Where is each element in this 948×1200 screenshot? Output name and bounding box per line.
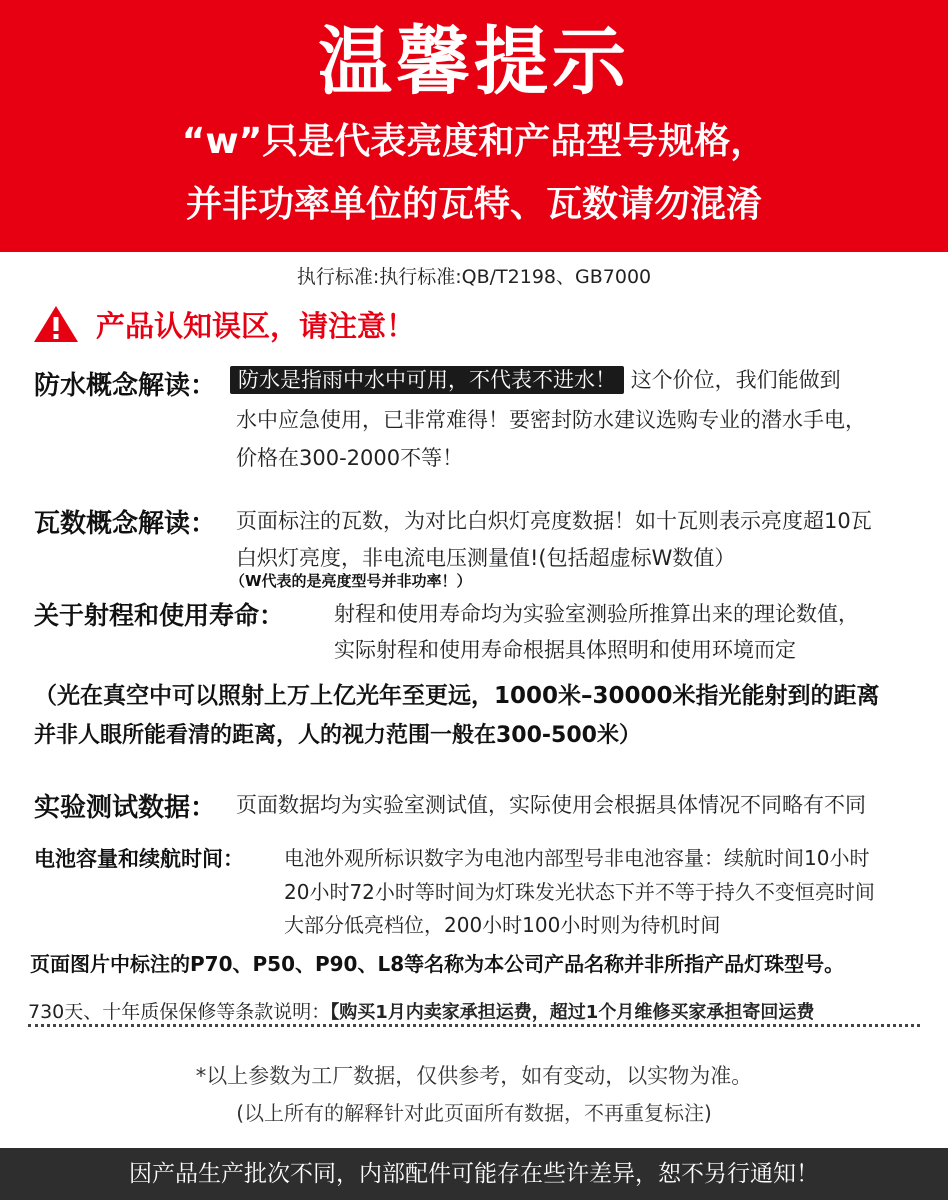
- reference-note-2: (以上所有的解释针对此页面所有数据，不再重复标注): [236, 1101, 712, 1125]
- lab-text: 页面数据均为实验室测试值，实际使用会根据具体情况不同略有不同: [236, 793, 866, 817]
- waterproof-highlight: 防水是指雨中水中可用，不代表不进水！: [230, 366, 624, 394]
- wattage-label: 瓦数概念解读：: [34, 509, 217, 539]
- model-name-note: 页面图片中标注的P70、P50、P90、L8等名称为本公司产品名称并非所指产品灯珠型号。: [30, 952, 845, 976]
- banner-line-1: “w”只是代表亮度和产品型号规格，: [181, 121, 767, 162]
- waterproof-line-3: 价格在300-2000不等！: [236, 446, 464, 470]
- battery-line-2: 20小时72小时等时间为灯珠发光状态下并不等于持久不变恒亮时间: [284, 880, 875, 904]
- battery-label: 电池容量和续航时间：: [34, 847, 244, 871]
- waterproof-line-1-rest: 这个价位，我们能做到: [630, 368, 841, 392]
- warning-heading: [32, 304, 415, 344]
- warranty-bold: 【购买1月内卖家承担运费，超过1个月维修买家承担寄回运费: [330, 1002, 815, 1023]
- warm-tip-banner: [0, 0, 948, 252]
- footer-notice: 因产品生产批次不同，内部配件可能存在些许差异，恕不另行通知！: [0, 1148, 948, 1200]
- banner-line-2: 并非功率单位的瓦特、瓦数请勿混淆: [185, 184, 762, 225]
- reference-note-1: *以上参数为工厂数据，仅供参考，如有变动，以实物为准。: [195, 1064, 753, 1088]
- battery-line-3: 大部分低亮档位，200小时100小时则为待机时间: [284, 913, 721, 937]
- wattage-note: （W代表的是亮度型号并非功率！）: [230, 572, 472, 590]
- wattage-line-1: 页面标注的瓦数，为对比白炽灯亮度数据！如十瓦则表示亮度超10瓦: [236, 509, 872, 533]
- banner-title: 温馨提示: [318, 19, 630, 105]
- warning-triangle-icon: [32, 304, 80, 344]
- waterproof-line-2: 水中应急使用，已非常难得！要密封防水建议选购专业的潜水手电，: [236, 408, 866, 432]
- lab-label: 实验测试数据：: [34, 793, 217, 823]
- range-line-2: 实际射程和使用寿命根据具体照明和使用环境而定: [334, 638, 796, 662]
- light-line-2: 并非人眼所能看清的距离，人的视力范围一般在300-500米）: [34, 723, 641, 748]
- range-label: 关于射程和使用寿命：: [34, 601, 285, 630]
- battery-line-1: 电池外观所标识数字为电池内部型号非电池容量：续航时间10小时: [284, 846, 870, 870]
- waterproof-label: 防水概念解读：: [34, 371, 217, 401]
- warranty-line: [28, 997, 814, 1024]
- dotted-divider: [28, 1024, 920, 1027]
- wattage-line-2: 白炽灯亮度，非电流电压测量值!(包括超虚标W数值）: [236, 546, 736, 570]
- warranty-prefix: 730天、十年质保保修等条款说明：: [28, 1001, 331, 1023]
- range-line-1: 射程和使用寿命均为实验室测验所推算出来的理论数值，: [334, 602, 859, 626]
- waterproof-line-1: [230, 366, 841, 394]
- light-line-1: （光在真空中可以照射上万上亿光年至更远，1000米–30000米指光能射到的距离: [34, 683, 880, 709]
- warning-text: 产品认知误区，请注意！: [96, 308, 416, 343]
- execution-standard: 执行标准:执行标准:QB/T2198、GB7000: [296, 266, 652, 288]
